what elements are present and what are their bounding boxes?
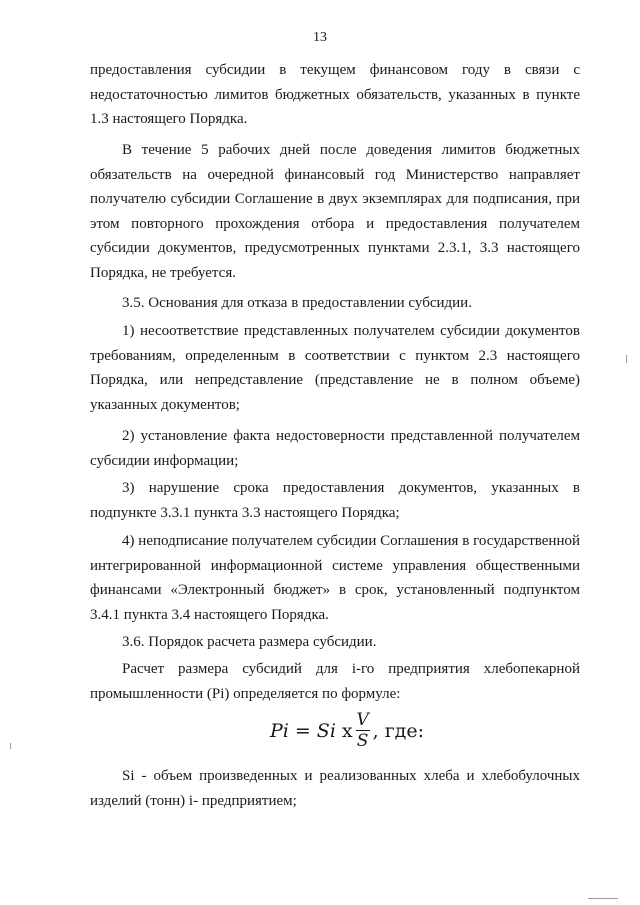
definition-si: Si - объем произведенных и реализованных хлеба и хлебобулочных изделий (тонн) i- предприятием; bbox=[90, 768, 580, 809]
formula-denominator: S bbox=[356, 731, 369, 751]
paragraph-formula-intro: Расчет размера субсидий для i-го предприятия хлебопекарной промышленности (Pi) определяется по формуле: bbox=[90, 661, 580, 702]
section-heading-3-6: 3.6. Порядок расчета размера субсидии. bbox=[122, 634, 377, 650]
subsidy-formula bbox=[270, 710, 424, 751]
list-item-4: 4) неподписание получателем субсидии Соглашения в государственной интегрированной информационной системе управления общественными финансами «Электронный бюджет» в срок, установленный подпунктом 3.4.1 пункта 3.4 настоящего Порядка. bbox=[90, 533, 580, 623]
formula-si: Si bbox=[316, 719, 336, 742]
section-heading-3-5: 3.5. Основания для отказа в предоставлении субсидии. bbox=[122, 295, 472, 311]
list-item-2: 2) установление факта недостоверности представленной получателем субсидии информации; bbox=[90, 428, 580, 469]
list-item-3: 3) нарушение срока предоставления документов, указанных в подпункте 3.3.1 пункта 3.3 настоящего Порядка; bbox=[90, 480, 580, 521]
scan-mark bbox=[588, 898, 618, 899]
list-item-1: 1) несоответствие представленных получателем субсидии документов требованиям, определенным в соответствии с пунктом 2.3 настоящего Порядка, или непредставление (представление не в полном объеме) указанных документов; bbox=[90, 323, 580, 413]
paragraph-continuation: предоставления субсидии в текущем финансовом году в связи с недостаточностью лимитов бюджетных обязательств, указанных в пункте 1.3 настоящего Порядка. bbox=[90, 62, 580, 127]
formula-lhs: Pi bbox=[270, 719, 289, 742]
formula-numerator: V bbox=[356, 710, 369, 730]
formula-fraction bbox=[356, 710, 370, 751]
formula-suffix: , где: bbox=[372, 719, 424, 742]
formula-equals: = bbox=[294, 719, 311, 742]
scan-mark bbox=[10, 743, 11, 749]
formula-times: x bbox=[341, 719, 353, 742]
page-number: 13 bbox=[313, 30, 327, 45]
paragraph-allotment-deadline: В течение 5 рабочих дней после доведения лимитов бюджетных обязательств на очередной финансовый год Министерство направляет получателю субсидии Соглашение в двух экземплярах для подписания, при этом повторного прохождения отбора и предоставления получателем субсидии документов, предусмотренных пунктами 2.3.1, 3.3 настоящего Порядка, не требуется. bbox=[90, 142, 580, 281]
scan-mark bbox=[626, 355, 627, 363]
